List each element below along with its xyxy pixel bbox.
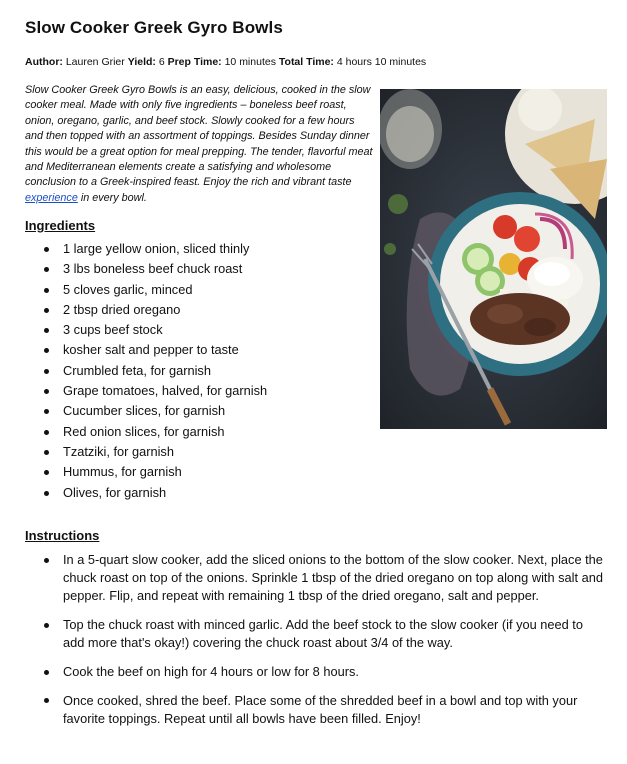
author-label: Author:	[25, 56, 63, 68]
list-item: In a 5-quart slow cooker, add the sliced onions to the bottom of the slow cooker. Next, place the chuck roast on top of the onions. Sprinkle 1 tbsp of the dried oregano on top along with salt and pepper. Flip, and repeat with remaining 1 tbsp of the dried oregano, salt and pepper.	[44, 551, 604, 606]
list-item: 3 cups beef stock	[44, 320, 374, 340]
author-value: Lauren Grier	[65, 56, 125, 68]
list-item: 3 lbs boneless beef chuck roast	[44, 259, 374, 279]
recipe-meta	[25, 56, 426, 68]
experience-link[interactable]: experience	[25, 191, 78, 204]
list-item: kosher salt and pepper to taste	[44, 340, 374, 360]
list-item: Tzatziki, for garnish	[44, 442, 374, 462]
total-time-value: 4 hours 10 minutes	[336, 56, 427, 68]
yield-value: 6	[158, 56, 165, 68]
total-time-label: Total Time:	[278, 56, 334, 68]
list-item: 1 large yellow onion, sliced thinly	[44, 239, 374, 259]
instructions-heading: Instructions	[25, 528, 100, 543]
gyro-bowl-photo	[380, 89, 607, 429]
list-item: Top the chuck roast with minced garlic. Add the beef stock to the slow cooker (if you need to add more that's okay!) covering the chuck roast about 3/4 of the way.	[44, 616, 604, 652]
recipe-title: Slow Cooker Greek Gyro Bowls	[25, 18, 283, 37]
intro-end-text: in every bowl.	[77, 191, 147, 204]
list-item: Hummus, for garnish	[44, 462, 374, 482]
instructions-list	[44, 551, 604, 739]
list-item: Once cooked, shred the beef. Place some of the shredded beef in a bowl and top with your favorite toppings. Repeat until all bowls have been filled. Enjoy!	[44, 692, 604, 728]
ingredients-list	[44, 239, 374, 503]
list-item: Olives, for garnish	[44, 483, 374, 503]
list-item: 2 tbsp dried oregano	[44, 300, 374, 320]
ingredients-heading: Ingredients	[25, 218, 96, 233]
gyro-bowl-illustration	[380, 89, 607, 429]
list-item: Crumbled feta, for garnish	[44, 361, 374, 381]
list-item: Red onion slices, for garnish	[44, 422, 374, 442]
yield-label: Yield:	[127, 56, 156, 68]
prep-time-value: 10 minutes	[224, 56, 276, 68]
recipe-intro	[25, 83, 373, 206]
intro-text: Slow Cooker Greek Gyro Bowls is an easy, delicious, cooked in the slow cooker meal. Made with only five ingredients – boneless beef roast, onion, oregano, garlic, and beef stock. Slowly cooked for a few hours and then topped with an assortment of toppings. Besides Sunday dinner this would be a great option for meal prepping. The tender, flavorful meat and Mediterranean elements create a satisfying and wholesome conclusion to a Greek-inspired feast. Enjoy the rich and vibrant taste	[25, 84, 373, 189]
list-item: Cucumber slices, for garnish	[44, 401, 374, 421]
list-item: 5 cloves garlic, minced	[44, 280, 374, 300]
prep-time-label: Prep Time:	[167, 56, 222, 68]
list-item: Grape tomatoes, halved, for garnish	[44, 381, 374, 401]
list-item: Cook the beef on high for 4 hours or low for 8 hours.	[44, 663, 604, 681]
